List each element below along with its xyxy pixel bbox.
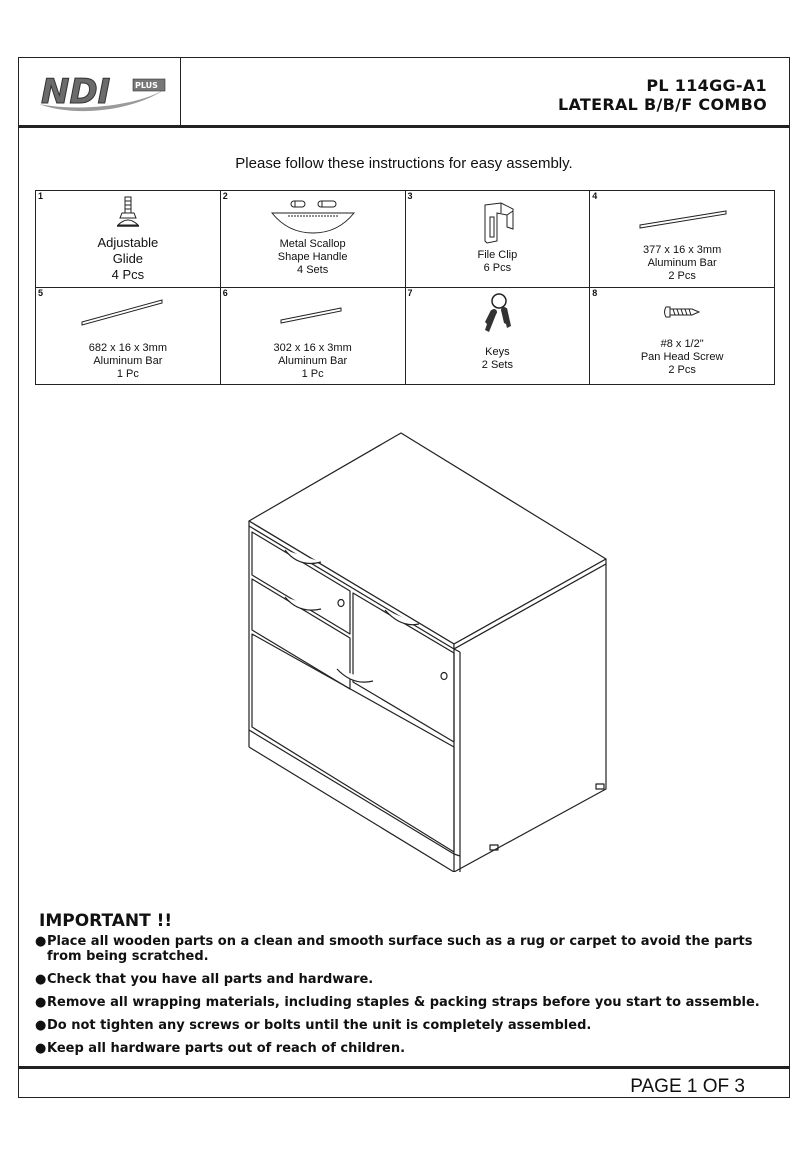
list-item: ● Do not tighten any screws or bolts until the unit is completely assembled. xyxy=(35,1018,592,1033)
bullet-icon: ● xyxy=(35,972,47,987)
document-frame xyxy=(18,57,790,1098)
bar-icon xyxy=(36,294,220,333)
parts-table xyxy=(35,190,775,385)
part-label: Keys 2 Sets xyxy=(481,346,513,371)
part-label: 682 x 16 x 3mm Aluminum Bar 1 Pc xyxy=(88,342,167,380)
bullet-icon: ● xyxy=(35,934,47,949)
part-label: 377 x 16 x 3mm Aluminum Bar 2 Pcs xyxy=(642,244,722,282)
file-clip-icon xyxy=(406,201,590,252)
part-cell: 8 #8 x 1/2" Pan Head Screw 2 Pcs xyxy=(590,288,775,385)
bullet-icon: ● xyxy=(35,1041,47,1056)
bar-icon xyxy=(590,207,774,234)
page-number: PAGE 1 OF 3 xyxy=(630,1076,745,1097)
product-name: LATERAL B/B/F COMBO xyxy=(558,95,767,114)
part-label: #8 x 1/2" Pan Head Screw 2 Pcs xyxy=(640,338,724,376)
header xyxy=(19,58,789,128)
part-label: Metal Scallop Shape Handle 4 Sets xyxy=(277,238,348,276)
bar-icon xyxy=(221,302,405,329)
part-cell: 3 File Clip 6 Pcs xyxy=(405,191,590,288)
model-number: PL 114GG-A1 xyxy=(646,76,767,95)
part-cell: 2 Metal Scallop Shape Handle 4 Sets xyxy=(220,191,405,288)
intro-text: Please follow these instructions for easy assembly. xyxy=(235,155,573,172)
important-heading: IMPORTANT !! xyxy=(39,911,173,931)
cabinet-illustration xyxy=(239,422,619,877)
logo xyxy=(19,58,181,125)
part-cell: 1 Adjustable Glide 4 Pcs xyxy=(36,191,221,288)
part-label: Adjustable Glide 4 Pcs xyxy=(97,235,159,282)
svg-text:PLUS: PLUS xyxy=(135,81,158,90)
ndi-logo-icon xyxy=(19,58,179,124)
footer xyxy=(19,1066,789,1099)
part-cell: 5 682 x 16 x 3mm Aluminum Bar 1 Pc xyxy=(36,288,221,385)
svg-text:NDI: NDI xyxy=(41,72,111,112)
handle-icon xyxy=(221,197,405,240)
list-item: ● Place all wooden parts on a clean and smooth surface such as a rug or carpet to avoid the parts from being scratched. xyxy=(35,934,753,964)
bullet-icon: ● xyxy=(35,995,47,1010)
keys-icon xyxy=(406,292,590,345)
part-cell: 7 Keys 2 Sets xyxy=(405,288,590,385)
part-label: File Clip 6 Pcs xyxy=(477,249,518,274)
list-item: ● Remove all wrapping materials, including staples & packing straps before you start to assemble. xyxy=(35,995,760,1010)
part-cell: 4 377 x 16 x 3mm Aluminum Bar 2 Pcs xyxy=(590,191,775,288)
document-title xyxy=(558,76,767,114)
screw-icon xyxy=(590,304,774,325)
bullet-icon: ● xyxy=(35,1018,47,1033)
part-label: 302 x 16 x 3mm Aluminum Bar 1 Pc xyxy=(273,342,352,380)
important-list xyxy=(35,934,775,1064)
part-cell: 6 302 x 16 x 3mm Aluminum Bar 1 Pc xyxy=(220,288,405,385)
glide-icon xyxy=(36,195,220,238)
list-item: ● Check that you have all parts and hardware. xyxy=(35,972,374,987)
list-item: ● Keep all hardware parts out of reach of children. xyxy=(35,1041,406,1056)
